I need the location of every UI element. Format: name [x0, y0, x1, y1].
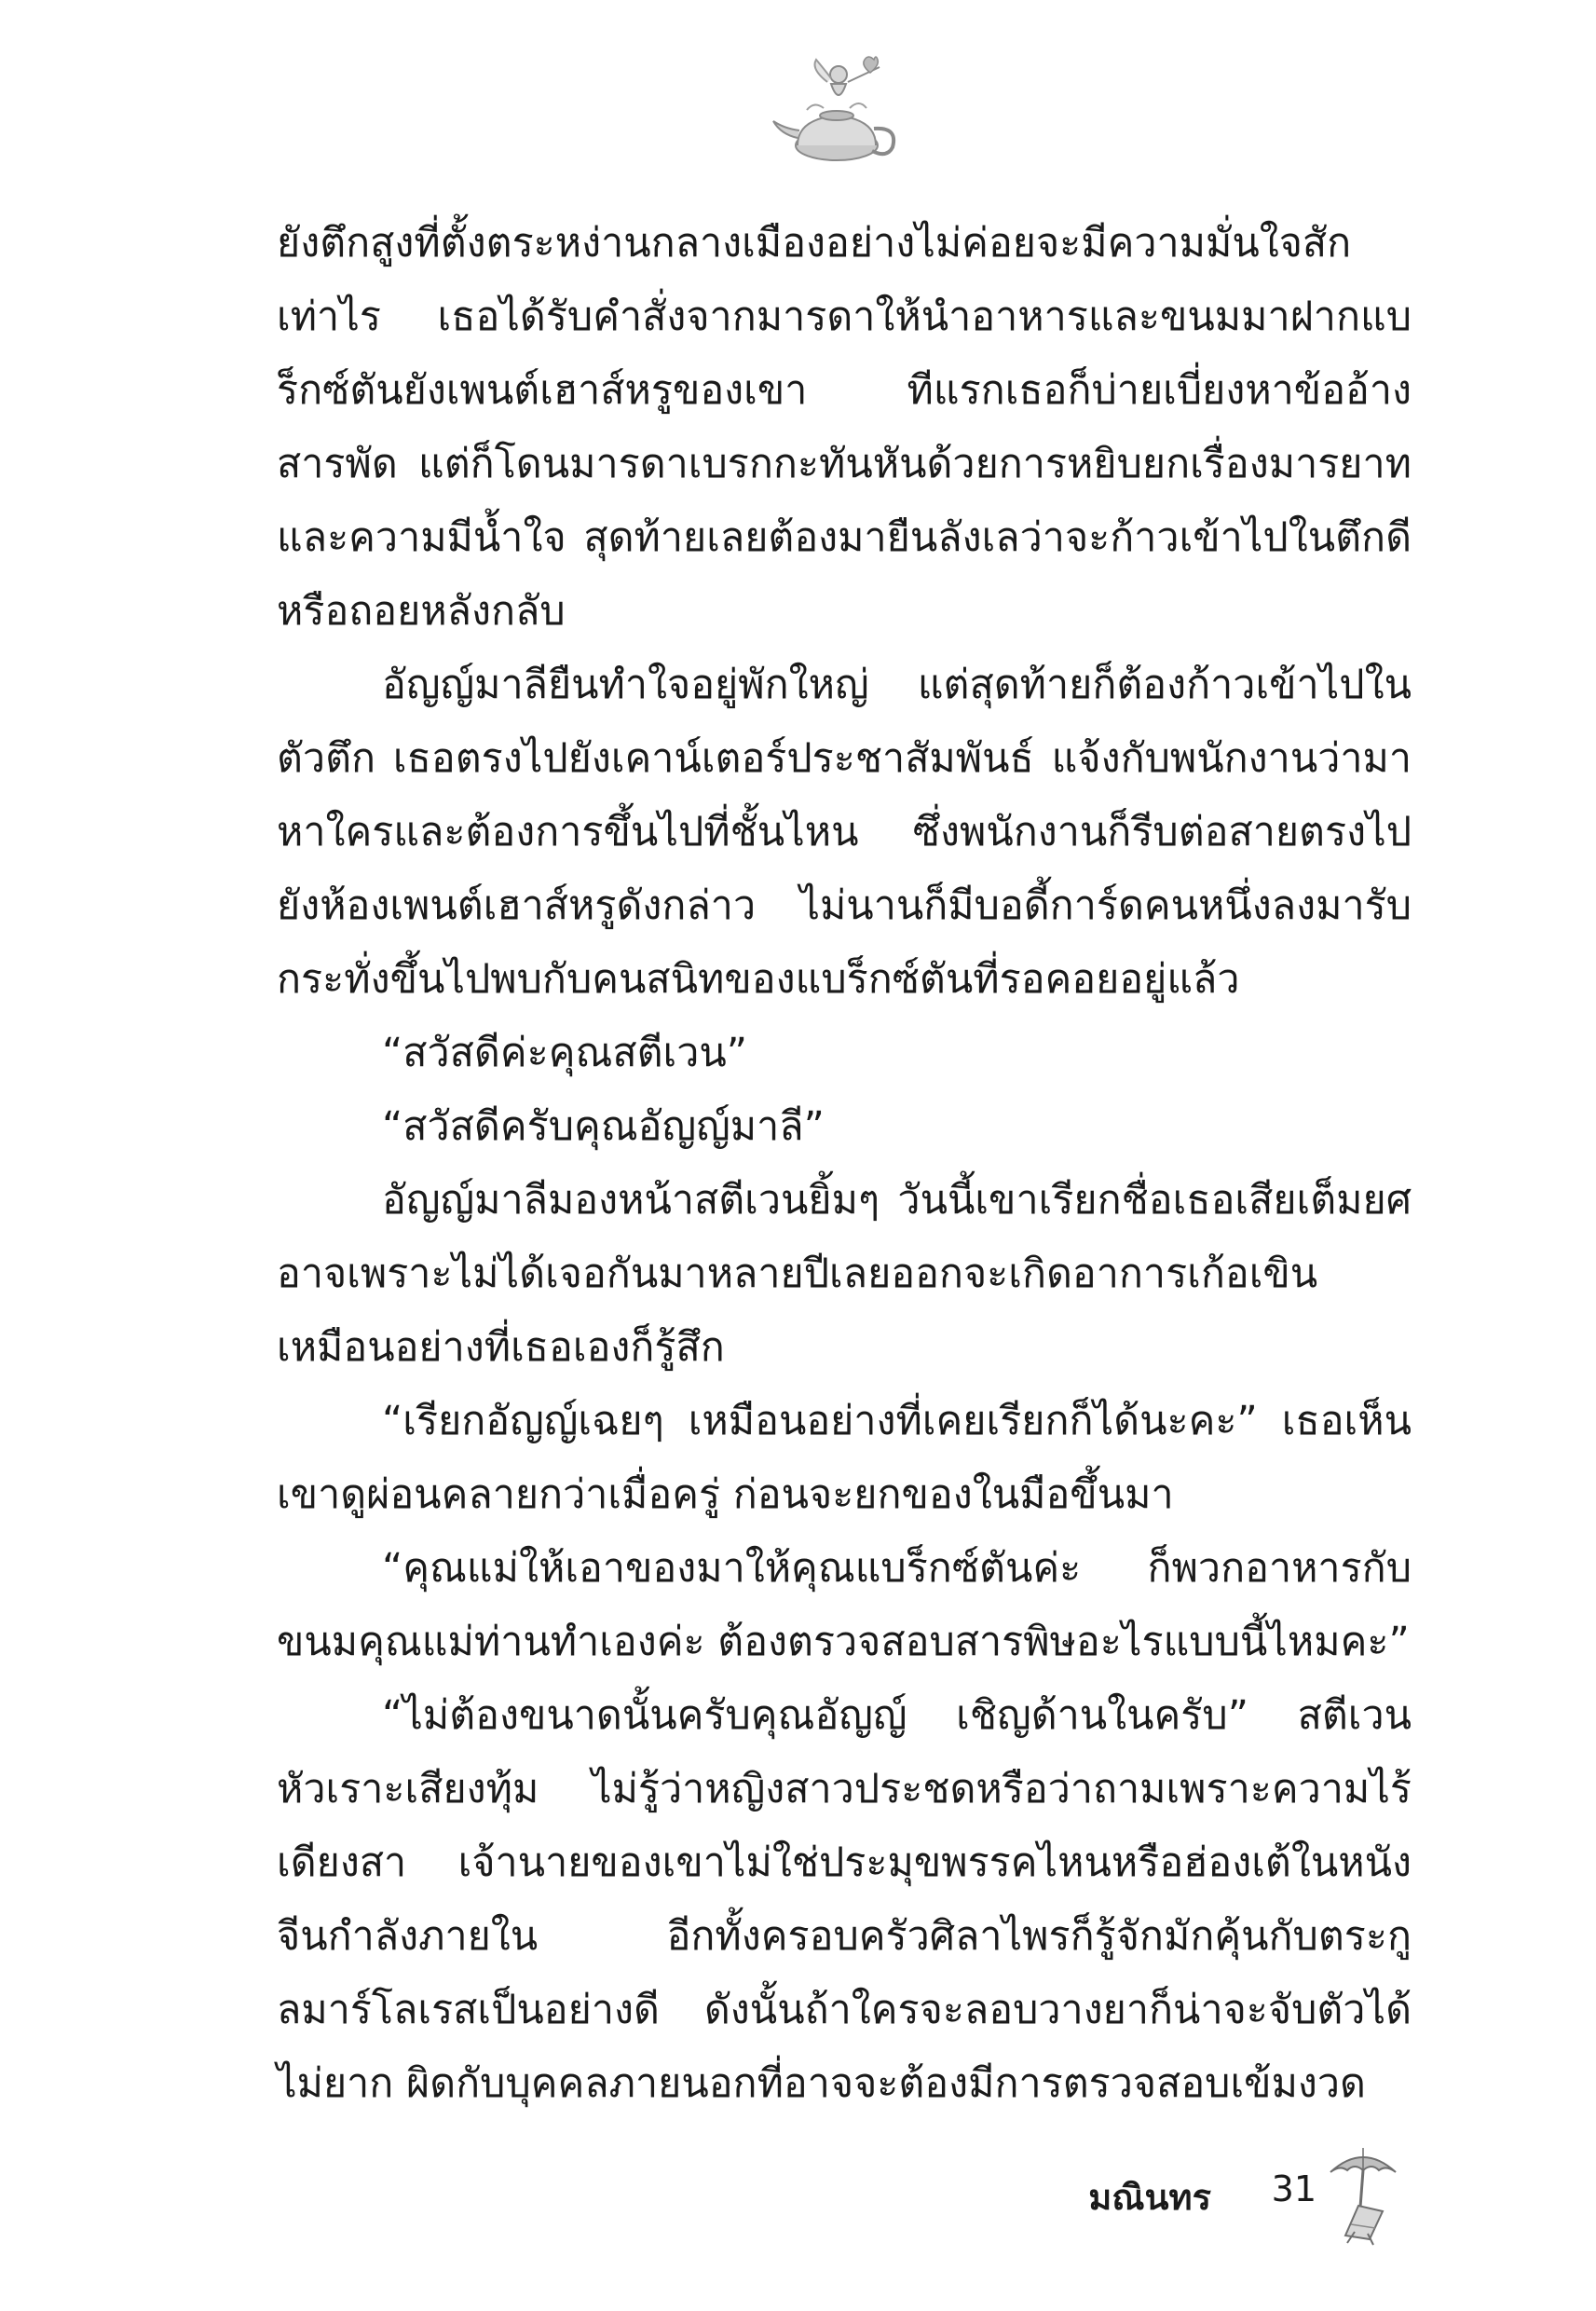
page-number: 31: [1271, 2168, 1316, 2209]
paragraph: ยังตึกสูงที่ตั้งตระหง่านกลางเมืองอย่างไม่ค่อยจะมีความมั่นใจสักเท่าไร เธอได้รับคำสั่งจากมารดาให้นำอาหารและขนมมาฝากแบร็กซ์ตันยังเพนต์เฮาส์หรูของเขา ทีแรกเธอก็บ่ายเบี่ยงหาข้ออ้างสารพัด แต่ก็โดนมารดาเบรกกะทันหันด้วยการหยิบยกเรื่องมารยาทและความมีน้ำใจ สุดท้ายเลยต้องมายืนลังเลว่าจะก้าวเข้าไปในตึกดีหรือถอยหลังกลับ: [277, 220, 1412, 635]
paragraph: “เรียกอัญญ์เฉยๆ เหมือนอย่างที่เคยเรียกก็ได้นะคะ” เธอเห็นเขาดูผ่อนคลายกว่าเมื่อครู่ ก่อนจะยกของในมือขึ้นมา: [277, 1398, 1412, 1518]
paragraph: อัญญ์มาลียืนทำใจอยู่พักใหญ่ แต่สุดท้ายก็ต้องก้าวเข้าไปในตัวตึก เธอตรงไปยังเคาน์เตอร์ประชาสัมพันธ์ แจ้งกับพนักงานว่ามาหาใครและต้องการขึ้นไปที่ชั้นไหน ซึ่งพนักงานก็รีบต่อสายตรงไปยังห้องเพนต์เฮาส์หรูดังกล่าว ไม่นานก็มีบอดี้การ์ดคนหนึ่งลงมารับกระทั่งขึ้นไปพบกับคนสนิทของแบร็กซ์ตันที่รอคอยอยู่แล้ว: [277, 662, 1412, 1003]
paragraph: “สวัสดีครับคุณอัญญ์มาลี”: [382, 1103, 825, 1150]
paragraph: อัญญ์มาลีมองหน้าสตีเวนยิ้มๆ วันนี้เขาเรียกชื่อเธอเสียเต็มยศ อาจเพราะไม่ได้เจอกันมาหลายปีเลยออกจะเกิดอาการเก้อเขิน เหมือนอย่างที่เธอเองก็รู้สึก: [277, 1177, 1412, 1371]
footer-author: มณินทร: [1088, 2177, 1211, 2218]
body-text: [277, 207, 1412, 2121]
paragraph: “คุณแม่ให้เอาของมาให้คุณแบร็กซ์ตันค่ะ ก็พวกอาหารกับขนมคุณแม่ท่านทำเองค่ะ ต้องตรวจสอบสารพิษอะไรแบบนี้ไหมคะ”: [277, 1545, 1412, 1665]
cupid-teapot-ornament-icon: [770, 54, 909, 175]
paragraph: “ไม่ต้องขนาดนั้นครับคุณอัญญ์ เชิญด้านในครับ” สตีเวนหัวเราะเสียงทุ้ม ไม่รู้ว่าหญิงสาวประชดหรือว่าถามเพราะความไร้เดียงสา เจ้านายของเขาไม่ใช่ประมุขพรรคไหนหรือฮ่องเต้ในหนังจีนกำลังภายใน อีกทั้งครอบครัวศิลาไพรก็รู้จักมักคุ้นกับตระกูลมาร์โลเรสเป็นอย่างดี ดังนั้นถ้าใครจะลอบวางยาก็น่าจะจับตัวได้ไม่ยาก ผิดกับบุคคลภายนอกที่อาจจะต้องมีการตรวจสอบเข้มงวด: [277, 1692, 1412, 2107]
beach-umbrella-chair-ornament-icon: [1327, 2139, 1399, 2250]
paragraph: “สวัสดีค่ะคุณสตีเวน”: [382, 1030, 748, 1076]
page-footer: [1088, 2139, 1425, 2260]
